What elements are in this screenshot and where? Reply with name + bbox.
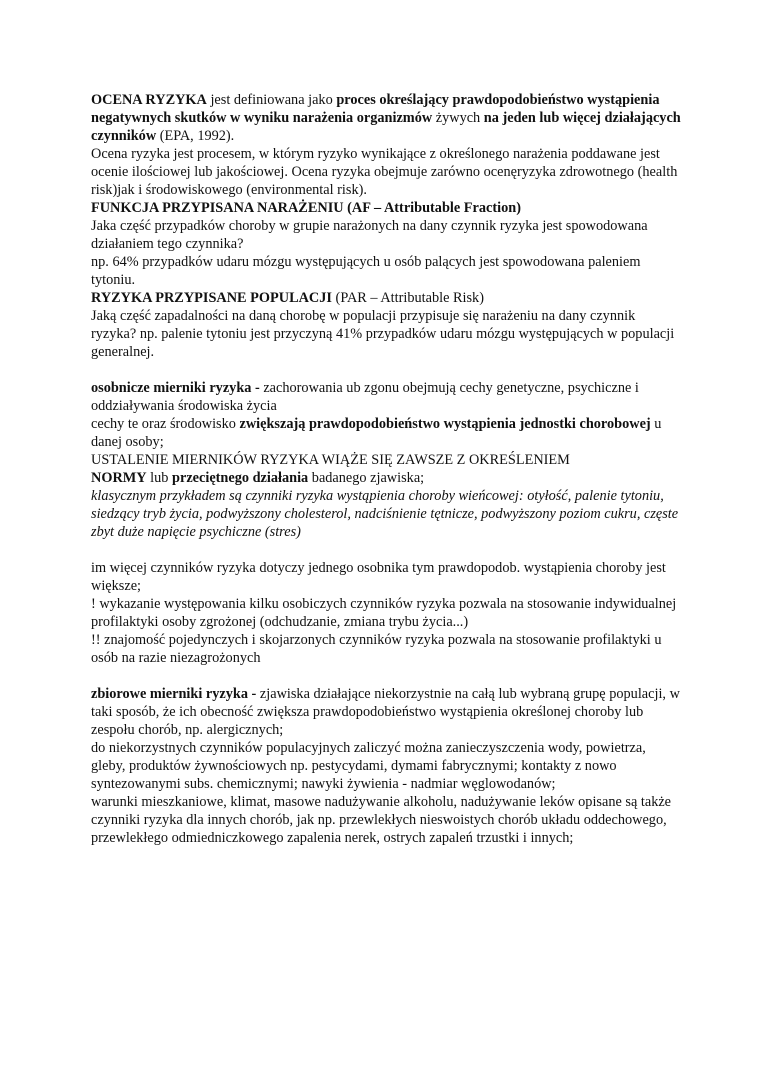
paragraph-af-question: Jaka część przypadków choroby w grupie narażonych na dany czynnik ryzyka jest spowodowana działaniem tego czynnika?	[91, 218, 648, 252]
document-body	[91, 91, 681, 847]
paragraph-risk-measures-norm: USTALENIE MIERNIKÓW RYZYKA WIĄŻE SIĘ ZAWSZE Z OKREŚLENIEM	[91, 452, 570, 468]
paragraph-individual-prevention: ! wykazanie występowania kilku osobiczych czynników ryzyka pozwala na stosowanie indywidualnej profilaktyki osoby zgrożonej (odchudzanie, zmiana trybu życia...)	[91, 596, 677, 630]
text-run: (EPA, 1992).	[156, 128, 235, 144]
text-run: badanego zjawiska;	[308, 470, 425, 486]
bold-run: proces określający prawdopodobieństwo wystąpienia negatywnych skutków w wyniku narażenia organizmów	[91, 92, 660, 126]
term-ocena-ryzyka: OCENA RYZYKA	[91, 92, 207, 108]
text-run: (PAR – Attributable Risk)	[331, 290, 484, 306]
text-run: zjawiska działające niekorzystnie na całą lub wybraną grupę populacji, w taki sposób, że ich obecność zwiększa prawdopodobieństwo wystąpienia określonej choroby lub zespołu chorób, np. alergicznych;	[91, 686, 680, 738]
paragraph-risk-assessment-definition	[91, 91, 681, 145]
paragraph-risk-assessment-process: Ocena ryzyka jest procesem, w którym ryzyko wynikające z określonego narażenia poddawane jest ocenie ilościowej lub jakościowej. Ocena ryzyka obejmuje zarówno ocenęryzyka zdrowotnego (health risk)jak i środowiskowego (environmental risk).	[91, 146, 678, 198]
paragraph-living-conditions: warunki mieszkaniowe, klimat, masowe nadużywanie alkoholu, nadużywanie leków opisane są także czynniki ryzyka dla innych chorób, jak np. przewlekłych nieswoistych chorób układu oddechowego, przewlekłego odmiedniczkowego zapalenia nerek, ostrych zapaleń trzustki i innych;	[91, 794, 672, 846]
bold-run: zwiększają prawdopodobieństwo wystąpienia jednostki chorobowej	[239, 416, 651, 432]
text-run: cechy te oraz środowisko	[91, 416, 240, 432]
italic-run: klasycznym przykładem są czynniki ryzyka wystąpienia choroby wieńcowej: otyłość, palenie tytoniu, siedzący tryb życia, podwyższony cholesterol, nadciśnienie tętnicze, podwyższony poziom cukru, częste zbyt duże napięcie psychiczne (stres)	[91, 488, 679, 540]
paragraph-par-question: Jaką część zapadalności na daną chorobę w populacji przypisuje się narażeniu na dany czynnik ryzyka? np. palenie tytoniu jest przyczyną 41% przypadków udaru mózgu występujących w populacji generalnej.	[91, 308, 675, 360]
text-run: żywych	[432, 110, 484, 126]
paragraph-features-environment	[91, 415, 681, 451]
spacer	[91, 361, 681, 379]
bold-run: na jeden lub więcej działających czynników	[91, 110, 681, 144]
term-zbiorowe-mierniki: zbiorowe mierniki ryzyka -	[91, 686, 257, 702]
paragraph-collective-risk-measures	[91, 685, 681, 739]
bold-run: RYZYKA PRZYPISANE POPULACJI	[91, 290, 332, 306]
bold-run: przeciętnego działania	[172, 470, 309, 486]
heading-attributable-fraction	[91, 199, 681, 217]
text-run: lub	[146, 470, 173, 486]
spacer	[91, 667, 681, 685]
bold-run: NORMY	[91, 470, 147, 486]
paragraph-combined-factors: !! znajomość pojedynczych i skojarzonych czynników ryzyka pozwala na stosowanie profilaktyki u osób na razie niezagrożonych	[91, 632, 662, 666]
paragraph-more-factors: im więcej czynników ryzyka dotyczy jednego osobnika tym prawdopodob. wystąpienia choroby jest większe;	[91, 560, 666, 594]
heading-population-attributable-risk	[91, 289, 681, 307]
paragraph-individual-risk-measures	[91, 379, 681, 415]
text-run: u danej osoby;	[91, 416, 662, 450]
paragraph-coronary-example	[91, 487, 681, 541]
term-osobnicze-mierniki: osobnicze mierniki ryzyka -	[91, 380, 260, 396]
bold-run: FUNKCJA PRZYPISANA NARAŻENIU (AF – Attributable Fraction)	[91, 200, 521, 216]
paragraph-norm-average	[91, 469, 681, 487]
paragraph-af-example: np. 64% przypadków udaru mózgu występujących u osób palących jest spowodowana paleniem tytoniu.	[91, 254, 641, 288]
text-run: zachorowania ub zgonu obejmują cechy genetyczne, psychiczne i oddziaływania środowiska życia	[91, 380, 639, 414]
spacer	[91, 541, 681, 559]
paragraph-population-factors: do niekorzystnych czynników populacyjnych zaliczyć można zanieczyszczenia wody, powietrza, gleby, produktów żywnościowych np. pestycydami, dymami fabrycznymi; kontakty z nowo syntezowanymi subs. chemicznymi; nawyki żywienia - nadmiar węglowodanów;	[91, 740, 646, 792]
text-run: jest definiowana jako	[206, 92, 337, 108]
